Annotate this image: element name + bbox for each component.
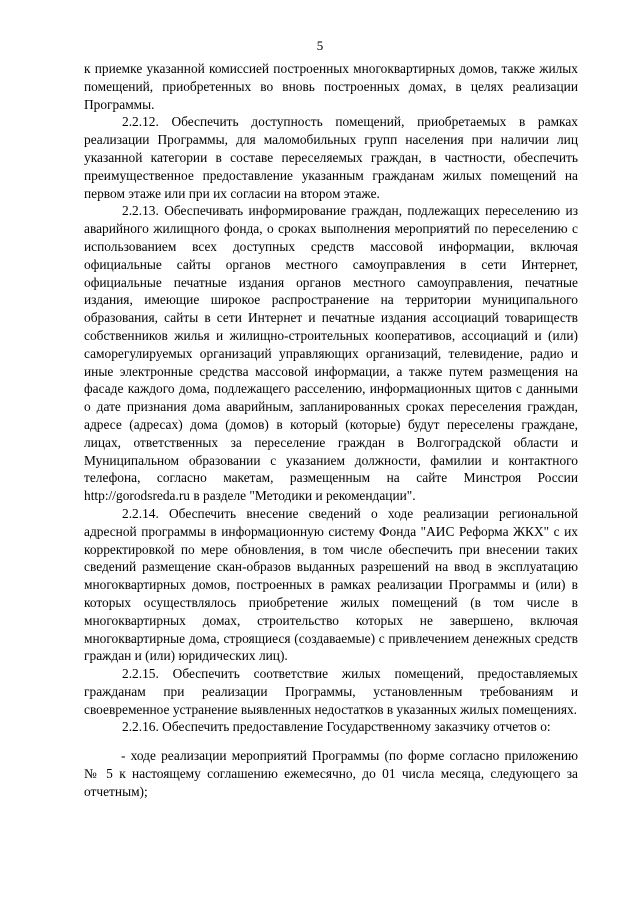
- list-item-report: - ходе реализации мероприятий Программы (по форме согласно приложению № 5 к настоящему соглашению ежемесячно, до 01 числа месяца, следующего за отчетным);: [84, 748, 578, 799]
- paragraph-2-2-13: 2.2.13. Обеспечивать информирование граждан, подлежащих переселению из аварийного жилищного фонда, о сроках выполнения мероприятий по переселению с использованием всех доступных средств массовой информации, включая официальные сайты органов местного самоуправления в сети Интернет, официальные печатные издания органов местного самоуправления, печатные издания, имеющие широкое распространение на территории муниципального образования, сайты в сети Интернет и печатные издания ассоциаций товариществ собственников жилья и жилищно-строительных кооперативов, ассоциаций и (или) саморегулируемых организаций управляющих организаций, телевидение, радио и иные электронные средства массовой информации, а также путем размещения на фасаде каждого дома, подлежащего расселению, информационных щитов с данными о дате признания дома аварийным, запланированных сроках переселения граждан, адресе (адресах) дома (домов) в который (которые) будут переселены граждане, лицах, ответственных за переселение граждан в Волгоградской области и Муниципальном образовании с указанием должности, фамилии и контактного телефона, согласно макетам, размещенным на сайте Минстроя России http://gorodsreda.ru в разделе "Методики и рекомендации".: [84, 203, 578, 504]
- paragraph-2-2-15: 2.2.15. Обеспечить соответствие жилых помещений, предоставляемых гражданам при реализации Программы, установленным требованиям и своевременное устранение выявленных недостатков в указанных жилых помещениях.: [84, 666, 578, 717]
- paragraph-2-2-12: 2.2.12. Обеспечить доступность помещений, приобретаемых в рамках реализации Программы, для маломобильных групп населения при наличии лиц указанной категории в составе переселяемых граждан, в частности, обеспечить преимущественное предоставление указанным гражданам жилых помещений на первом этаже или при их согласии на втором этаже.: [84, 114, 578, 201]
- paragraph-2-2-16: 2.2.16. Обеспечить предоставление Государственному заказчику отчетов о:: [122, 719, 551, 735]
- paragraph-continuation: к приемке указанной комиссией построенных многоквартирных домов, также жилых помещений, приобретенных во вновь построенных домах, в целях реализации Программы.: [84, 61, 578, 112]
- paragraph-2-2-14: 2.2.14. Обеспечить внесение сведений о ходе реализации региональной адресной программы в информационную систему Фонда "АИС Реформа ЖКХ" с их корректировкой по мере обновления, в том числе обеспечить при внесении таких сведений размещение скан-образов выданных разрешений на ввод в эксплуатацию многоквартирных домов, построенных в рамках реализации Программы и (или) в которых осуществлялось приобретение жилых помещений (в том числе в многоквартирных домах, строительство которых не завершено, включая многоквартирные дома, строящиеся (создаваемые) с привлечением денежных средств граждан и (или) юридических лиц).: [84, 505, 578, 664]
- page-number: 5: [316, 38, 324, 53]
- document-body: [84, 60, 578, 801]
